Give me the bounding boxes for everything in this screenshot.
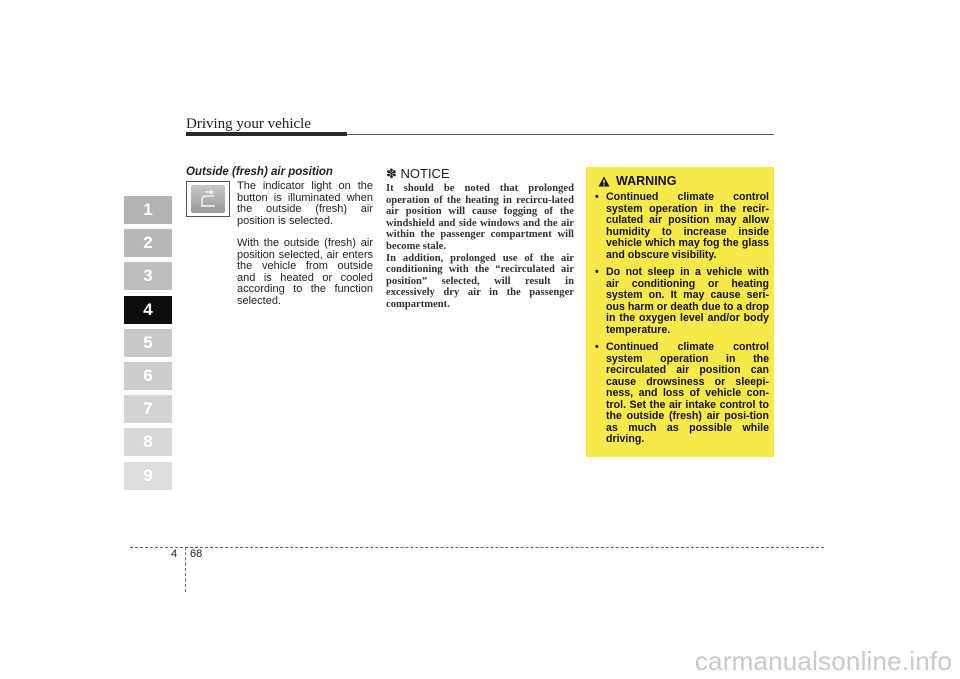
- warning-item-3: • Continued climate control system operation in the recirculated air position can cause drowsiness or sleepi-ness, and loss of vehicle con-trol. Set the air intake control to the outside (fresh) air posi-tion as much as possible while driving.: [594, 342, 769, 446]
- header-rule-thin: [347, 134, 774, 135]
- notice-paragraph-1: It should be noted that prolonged operation of the heating in recircu-lated air position will cause fogging of the windshield and side windows and the air within the passenger compartment will become stale.: [386, 183, 574, 252]
- chapter-tab-9[interactable]: 9: [124, 462, 172, 490]
- chapter-tab-3[interactable]: 3: [124, 262, 172, 290]
- warning-item-1: • Continued climate control system operation in the recir-culated air position may allow humidity to increase inside vehicle which may fog the glass and obscure visibility.: [594, 192, 769, 261]
- watermark: carmanualsonline.info: [694, 646, 952, 676]
- chapter-tab-1[interactable]: 1: [124, 196, 172, 224]
- chapter-tabs: [124, 196, 172, 495]
- warning-list: [594, 192, 769, 452]
- chapter-tab-2[interactable]: 2: [124, 229, 172, 257]
- warning-title: WARNING: [616, 174, 677, 188]
- notice-body: [386, 183, 574, 311]
- notice-paragraph-2: In addition, prolonged use of the air conditioning with the “recirculated air position” selected, will result in excessively dry air in the passenger compartment.: [386, 252, 574, 310]
- chapter-tab-6[interactable]: 6: [124, 362, 172, 390]
- warning-triangle-icon: [598, 176, 610, 187]
- notice-title: ✽ NOTICE: [386, 166, 450, 181]
- outside-air-icon: [191, 185, 225, 213]
- footer-rule: [130, 547, 824, 548]
- indicator-button-illustration: [186, 181, 230, 217]
- footer-divider: [185, 547, 186, 592]
- footer-chapter-number: 4: [171, 548, 178, 560]
- section-heading: Outside (fresh) air position: [186, 166, 333, 178]
- section-paragraph-2: With the outside (fresh) air position selected, air enters the vehicle from outside and is heated or cooled according to the function selected.: [237, 237, 373, 307]
- header-title: Driving your vehicle: [186, 116, 311, 132]
- chapter-tab-8[interactable]: 8: [124, 428, 172, 456]
- chapter-tab-5[interactable]: 5: [124, 329, 172, 357]
- warning-header: [598, 174, 676, 188]
- warning-box: [586, 167, 774, 457]
- section-paragraph-1: The indicator light on the button is illuminated when the outside (fresh) air position is selected.: [237, 180, 373, 227]
- chapter-tab-7[interactable]: 7: [124, 395, 172, 423]
- chapter-tab-4[interactable]: 4: [124, 296, 172, 324]
- warning-item-2: • Do not sleep in a vehicle with air conditioning or heating system on. It may cause seri-ous harm or death due to a drop in the oxygen level and/or body temperature.: [594, 267, 769, 336]
- header-rule-thick: [186, 132, 347, 136]
- footer-page-number: 68: [190, 548, 203, 560]
